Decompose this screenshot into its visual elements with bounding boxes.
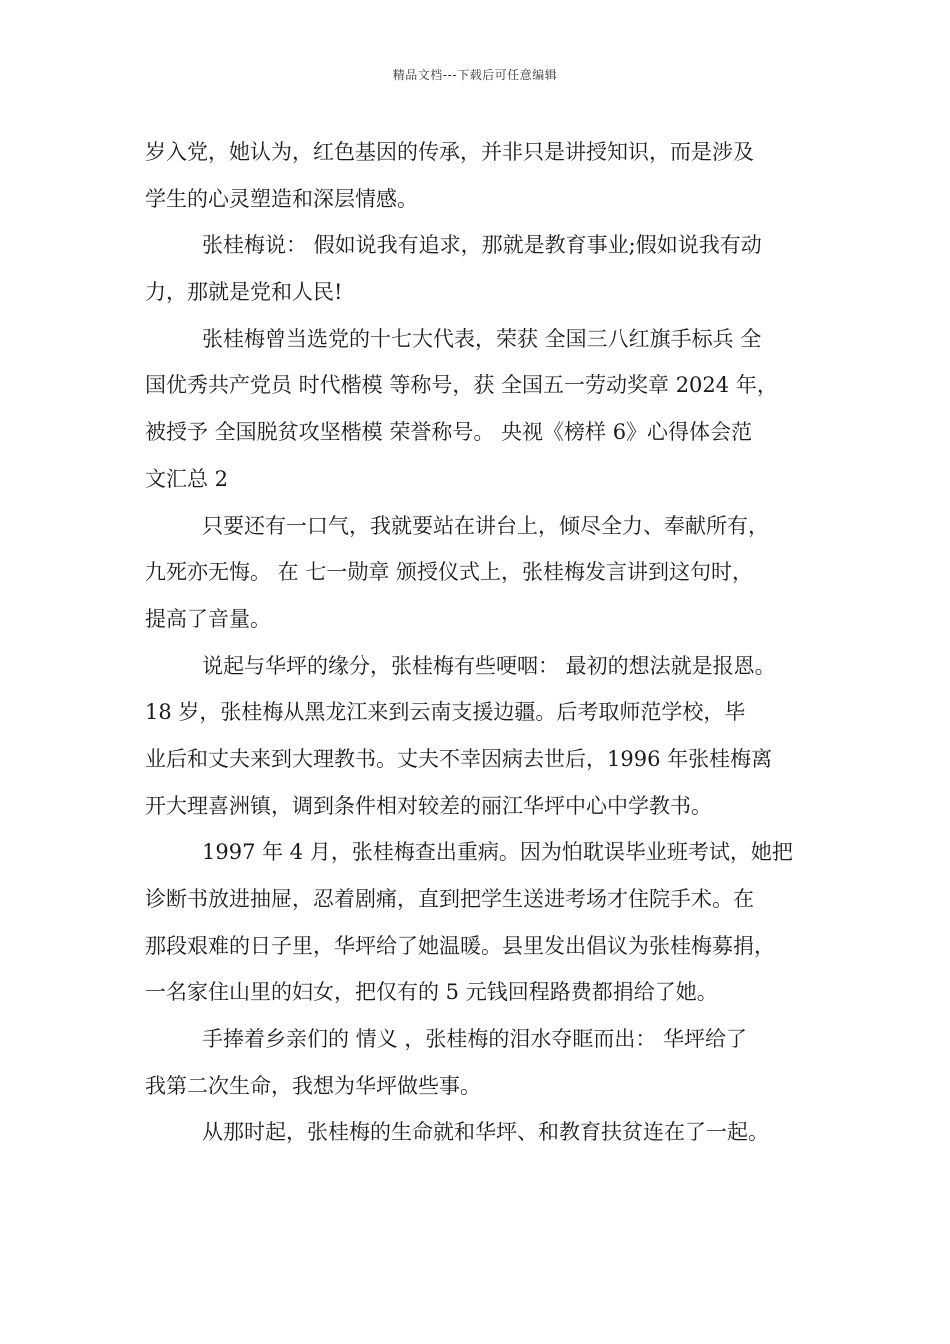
text-line: 力，那就是党和人民! (145, 280, 343, 305)
page-header: 精品文档---下载后可任意编辑 (392, 68, 558, 82)
text-line: 提高了音量。 (145, 606, 271, 631)
text-line: 说起与华坪的缘分，张桂梅有些哽咽： 最初的想法就是报恩。 (202, 653, 776, 678)
text-line: 文汇总 2 (145, 466, 229, 491)
text-line: 诊断书放进抽屉，忍着剧痛，直到把学生送进考场才住院手术。在 (145, 887, 754, 911)
text-line: 国优秀共产党员 时代楷模 等称号，获 全国五一劳动奖章 2024 年， (145, 373, 778, 398)
text-line: 岁入党，她认为，红色基因的传承，并非只是讲授知识，而是涉及 (145, 140, 754, 164)
text-line: 那段艰难的日子里，华坪给了她温暖。县里发出倡议为张桂梅募捐， (145, 933, 775, 958)
text-line: 从那时起，张桂梅的生命就和华坪、和教育扶贫连在了一起。 (202, 1120, 769, 1145)
text-line: 1997 年 4 月，张桂梅查出重病。因为怕耽误毕业班考试，她把 (202, 840, 793, 865)
text-line: 张桂梅曾当选党的十七大代表，荣获 全国三八红旗手标兵 全 (202, 326, 762, 351)
text-line: 18 岁，张桂梅从黑龙江来到云南支援边疆。后考取师范学校，毕 (145, 700, 746, 725)
text-line: 被授予 全国脱贫攻坚楷模 荣誉称号。 央视《榜样 6》心得体会范 (145, 420, 753, 445)
text-line: 手捧着乡亲们的 情义 ，张桂梅的泪水夺眶而出： 华坪给了 (202, 1027, 748, 1052)
text-line: 只要还有一口气，我就要站在讲台上，倾尽全力、奉献所有， (202, 513, 769, 538)
document-body (145, 129, 815, 1156)
text-line: 业后和丈夫来到大理教书。丈夫不幸因病去世后，1996 年张桂梅离 (145, 746, 773, 771)
text-line: 我第二次生命，我想为华坪做些事。 (145, 1073, 481, 1098)
text-line: 开大理喜洲镇，调到条件相对较差的丽江华坪中心中学教书。 (145, 793, 712, 818)
text-line: 张桂梅说： 假如说我有追求，那就是教育事业;假如说我有动 (202, 233, 762, 258)
text-line: 学生的心灵塑造和深层情感。 (145, 186, 418, 211)
text-line: 九死亦无悔。 在 七一勋章 颁授仪式上，张桂梅发言讲到这句时， (145, 560, 754, 585)
text-line: 一名家住山里的妇女，把仅有的 5 元钱回程路费都捐给了她。 (145, 980, 718, 1005)
